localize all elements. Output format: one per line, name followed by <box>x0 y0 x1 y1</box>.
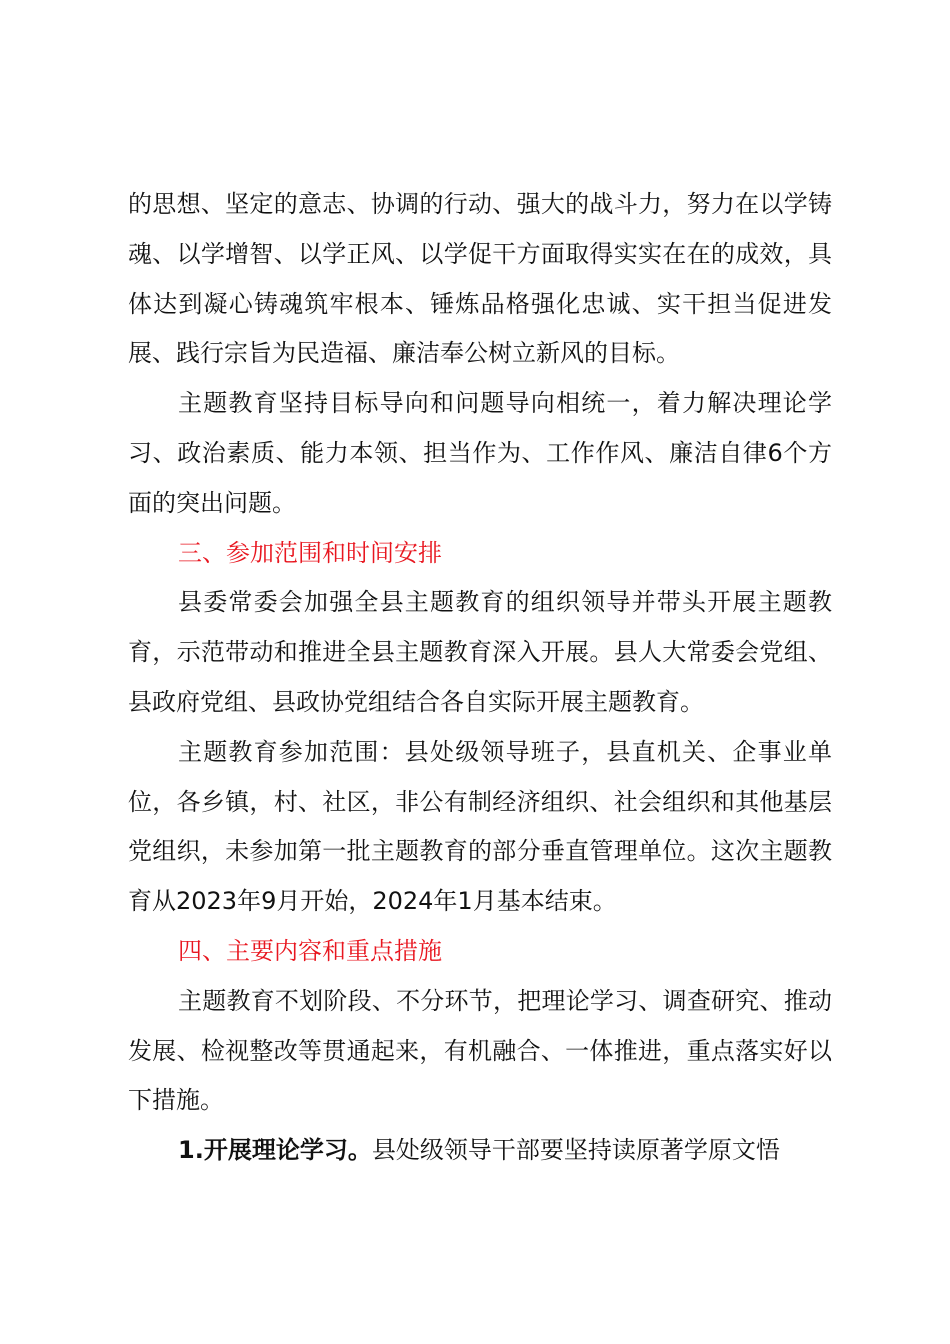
paragraph-theory-study <box>128 1126 832 1176</box>
section-heading-scope-schedule: 三、参加范围和时间安排 <box>178 538 442 567</box>
section-heading-main-content: 四、主要内容和重点措施 <box>178 936 442 965</box>
paragraph-county-committee: 县委常委会加强全县主题教育的组织领导并带头开展主题教育，示范带动和推进全县主题教育深入开展。县人大常委会党组、县政府党组、县政协党组结合各自实际开展主题教育。 <box>128 588 832 716</box>
paragraph-continuation: 的思想、坚定的意志、协调的行动、强大的战斗力，努力在以学铸魂、以学增智、以学正风、以学促干方面取得实实在在的成效，具体达到凝心铸魂筑牢根本、锤炼品格强化忠诚、实干担当促进发展、践行宗旨为民造福、廉洁奉公树立新风的目标。 <box>128 190 832 368</box>
item-text-theory-study: 县处级领导干部要坚持读原著学原文悟 <box>371 1136 780 1165</box>
item-lead-theory-study: 1.开展理论学习。 <box>178 1136 372 1165</box>
document-body <box>128 180 832 1176</box>
paragraph-problem-orientation: 主题教育坚持目标导向和问题导向相统一，着力解决理论学习、政治素质、能力本领、担当作为、工作作风、廉洁自律6个方面的突出问题。 <box>128 389 832 517</box>
paragraph-participation-scope: 主题教育参加范围：县处级领导班子，县直机关、企事业单位，各乡镇，村、社区，非公有制经济组织、社会组织和其他基层党组织，未参加第一批主题教育的部分垂直管理单位。这次主题教育从2023年9月开始，2024年1月基本结束。 <box>128 737 832 916</box>
paragraph-integration: 主题教育不划阶段、不分环节，把理论学习、调查研究、推动发展、检视整改等贯通起来，有机融合、一体推进，重点落实好以下措施。 <box>128 986 832 1115</box>
